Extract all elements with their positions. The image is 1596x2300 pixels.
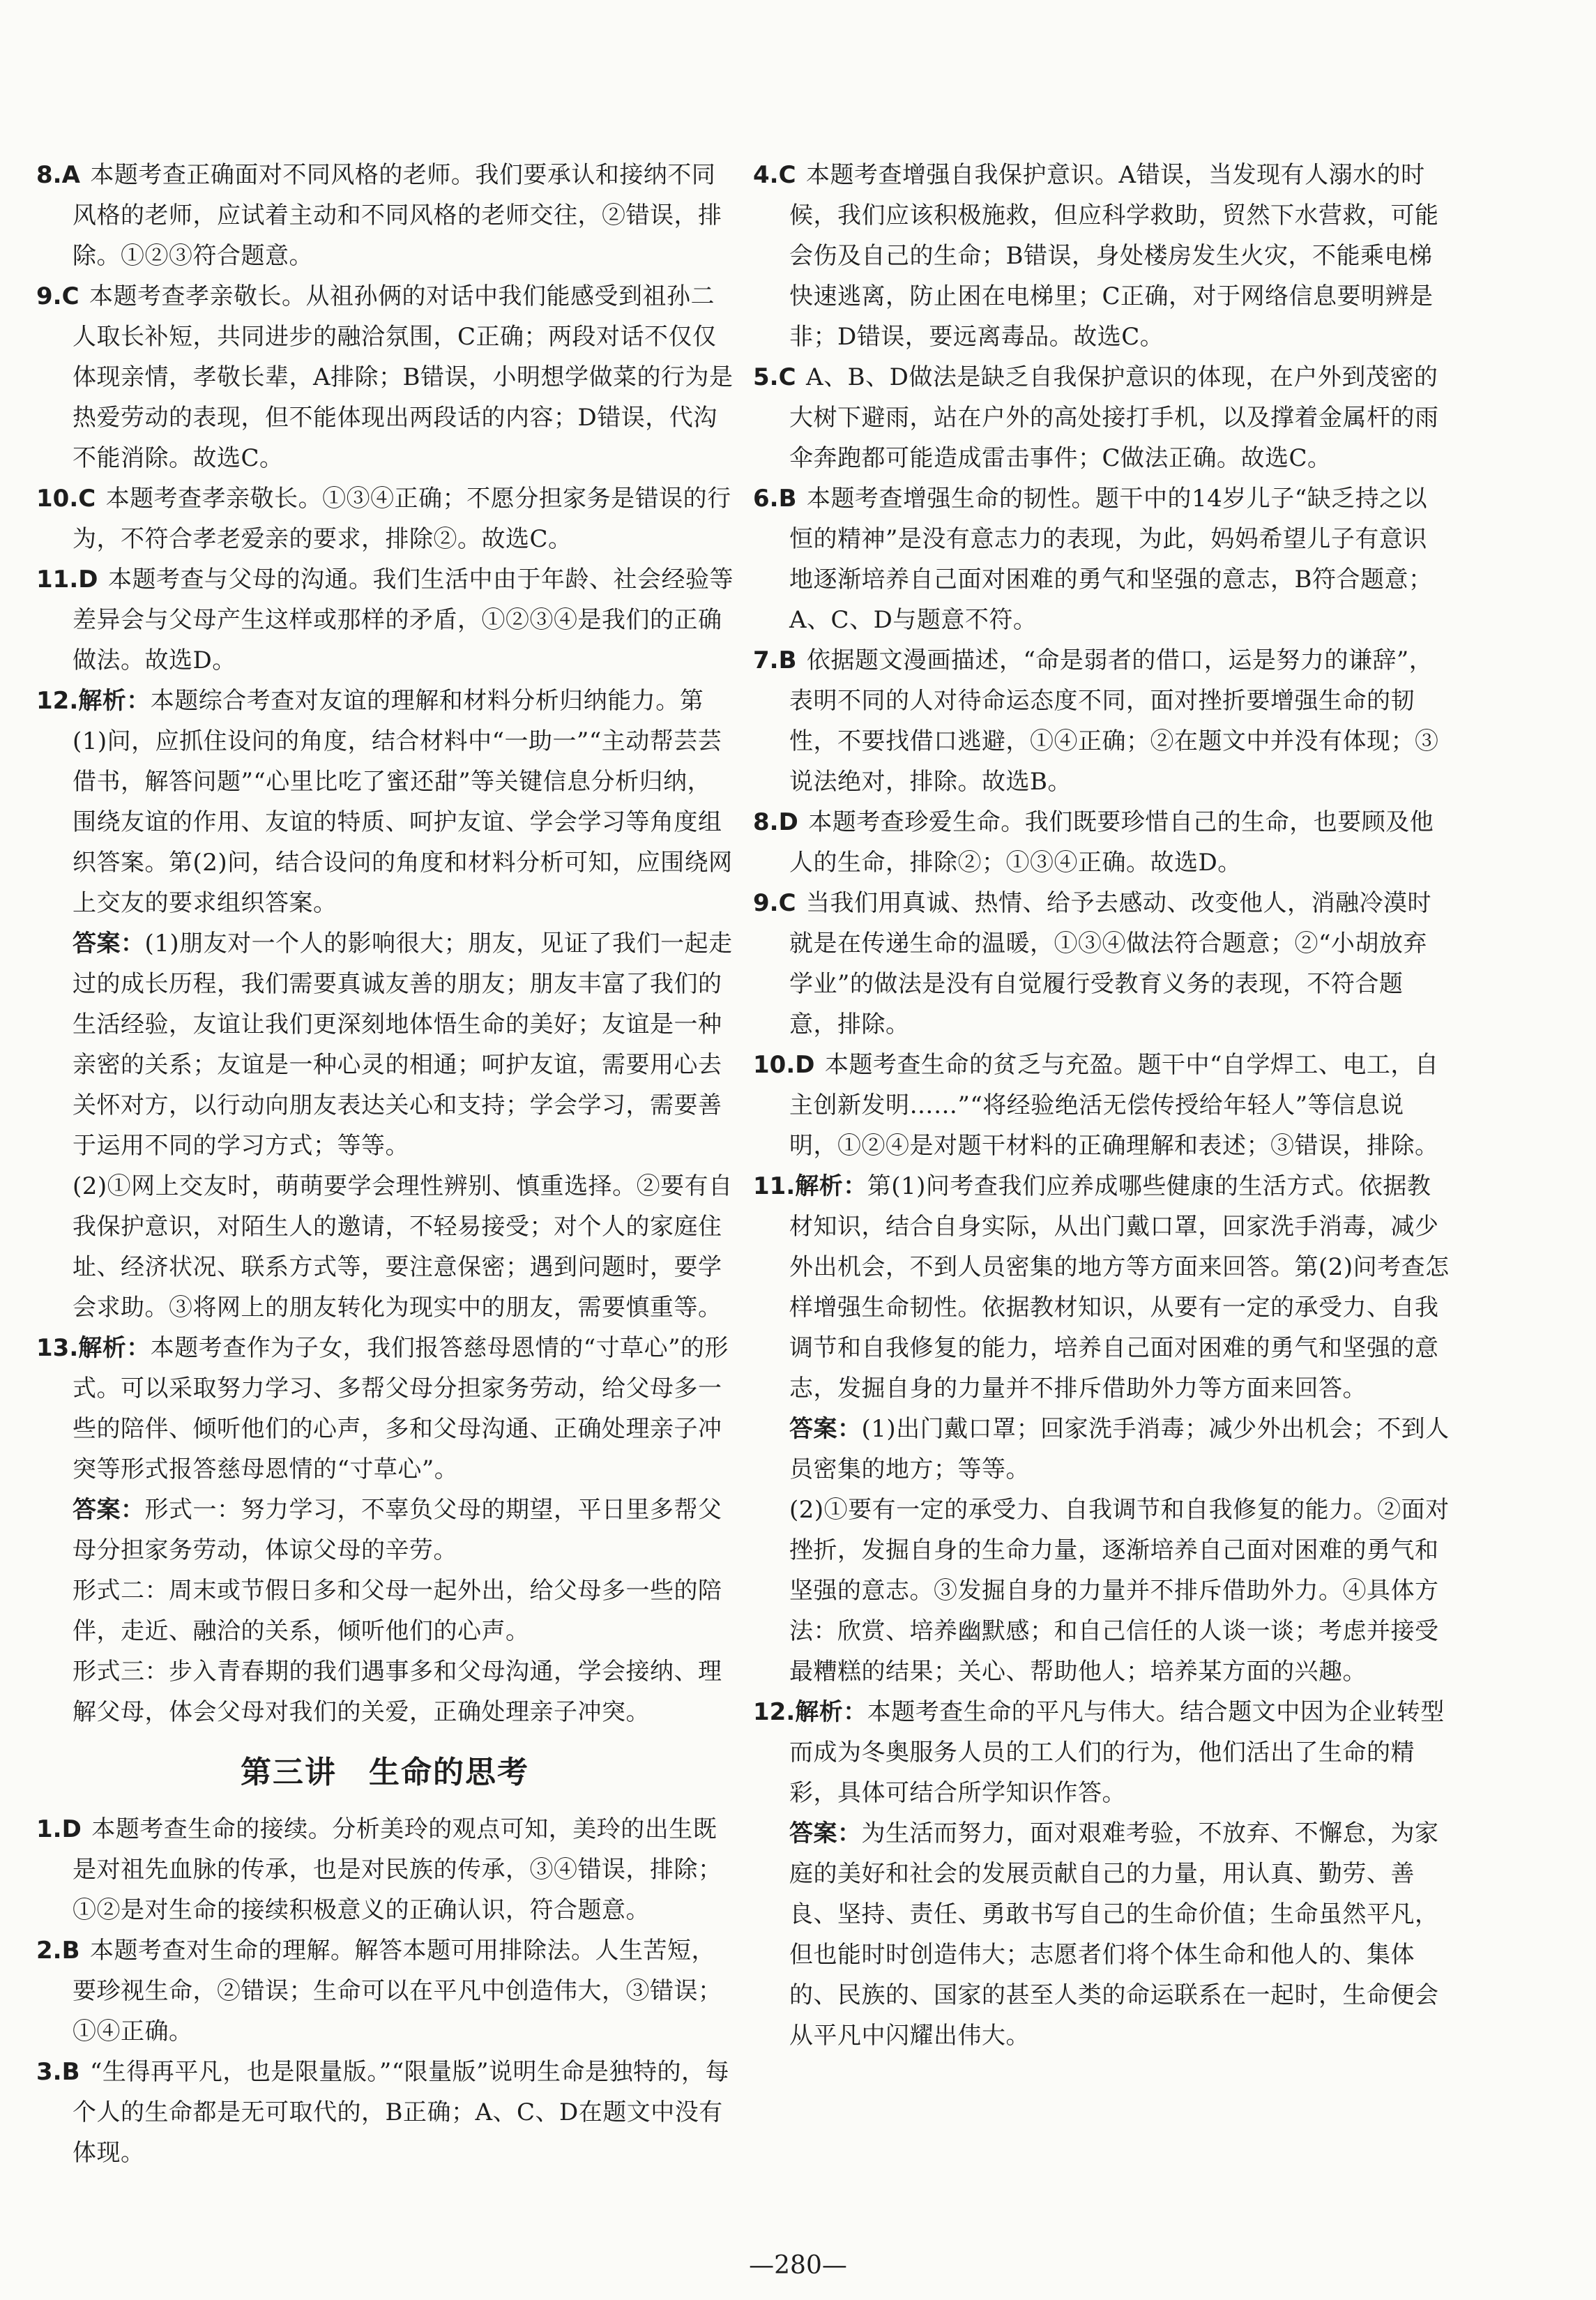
answer-item-8: 8.A 本题考查正确面对不同风格的老师。我们要承认和接纳不同风格的老师，应试着主动和不同风格的老师交往，②错误，排除。①②③符合题意。 (36, 161, 722, 270)
answer-item-s3-10: 10.D 本题考查生命的贫乏与充盈。题干中“自学焊工、电工，自主创新发明……”“将经验绝活无偿传授给年轻人”等信息说明，①②④是对题干材料的正确理解和表述；③错误，排除。 (753, 1051, 1439, 1160)
answer-13-form3: 形式三：步入青春期的我们遇事多和父母沟通，学会接纳、理解父母，体会父母对我们的关爱，正确处理亲子冲突。 (73, 1658, 722, 1726)
answer-item-s3-11-analysis: 11.解析：第(1)问考查我们应养成哪些健康的生活方式。依据教材知识，结合自身实际，从出门戴口罩，回家洗手消毒，减少外出机会，不到人员密集的地方等方面来回答。第(2)问考查怎样增强生命韧性。依据教材知识，从要有一定的承受力、自我调节和自我修复的能力，培养自己面对困难的勇气和坚强的意志，发掘自身的力量并不排斥借助外力等方面来回答。 (753, 1172, 1450, 1402)
section-title: 第三讲 生命的思考 (241, 1755, 529, 1790)
answer-s3-12: 答案：为生活而努力，面对艰难考验，不放弃、不懈怠，为家庭的美好和社会的发展贡献自己的力量，用认真、勤劳、善良、坚持、责任、勇敢书写自己的生命价值；生命虽然平凡，但也能时时创造伟大；志愿者们将个体生命和他人的、集体的、民族的、国家的甚至人类的命运联系在一起时，生命便会从平凡中闪耀出伟大。 (789, 1819, 1439, 2050)
answer-item-s3-9: 9.C 当我们用真诚、热情、给予去感动、改变他人，消融冷漠时就是在传递生命的温暖，①③④做法符合题意；②“小胡放弃学业”的做法是没有自觉履行受教育义务的表现，不符合题意，排除。 (753, 889, 1432, 1038)
answer-item-13-analysis: 13.解析：本题考查作为子女，我们报答慈母恩情的“寸草心”的形式。可以采取努力学习、多帮父母分担家务劳动，给父母多一些的陪伴、倾听他们的心声，多和父母沟通、正确处理亲子冲突等形式报答慈母恩情的“寸草心”。 (36, 1334, 729, 1483)
answer-13-form1: 答案：形式一：努力学习，不辜负父母的期望，平日里多帮父母分担家务劳动，体谅父母的辛劳。 (73, 1496, 722, 1564)
answer-item-s3-12-analysis: 12.解析：本题考查生命的平凡与伟大。结合题文中因为企业转型而成为冬奥服务人员的工人们的行为，他们活出了生命的精彩，具体可结合所学知识作答。 (753, 1698, 1445, 1807)
page-number: —280— (749, 2251, 847, 2280)
answer-item-s3-4: 4.C 本题考查增强自我保护意识。A错误，当发现有人溺水的时候，我们应该积极施救，但应科学救助，贸然下水营救，可能会伤及自己的生命；B错误，身处楼房发生火灾，不能乘电梯快速逃离，防止困在电梯里；C正确，对于网络信息要明辨是非；D错误，要远离毒品。故选C。 (753, 161, 1439, 351)
answer-item-s3-3: 3.B “生得再平凡，也是限量版。”“限量版”说明生命是独特的，每个人的生命都是无可取代的，B正确；A、C、D在题文中没有体现。 (36, 2058, 730, 2167)
answer-item-9: 9.C 本题考查孝亲敬长。从祖孙俩的对话中我们能感受到祖孙二人取长补短，共同进步的融洽氛围，C正确；两段对话不仅仅体现亲情，孝敬长辈，A排除；B错误，小明想学做菜的行为是热爱劳动的表现，但不能体现出两段话的内容；D错误，代沟不能消除。故选C。 (36, 282, 734, 472)
answer-item-s3-5: 5.C A、B、D做法是缺乏自我保护意识的体现，在户外到茂密的大树下避雨，站在户外的高处接打手机，以及撑着金属杆的雨伞奔跑都可能造成雷击事件；C做法正确。故选C。 (753, 363, 1439, 472)
answer-item-10: 10.C 本题考查孝亲敬长。①③④正确；不愿分担家务是错误的行为，不符合孝老爱亲的要求，排除②。故选C。 (36, 485, 731, 553)
answer-12-part2: (2)①网上交友时，萌萌要学会理性辨别、慎重选择。②要有自我保护意识，对陌生人的邀请，不轻易接受；对个人的家庭住址、经济状况、联系方式等，要注意保密；遇到问题时，要学会求助。③将网上的朋友转化为现实中的朋友，需要慎重等。 (73, 1172, 733, 1322)
answer-item-11: 11.D 本题考查与父母的沟通。我们生活中由于年龄、社会经验等差异会与父母产生这样或那样的矛盾，①②③④是我们的正确做法。故选D。 (36, 566, 734, 674)
left-column (36, 155, 734, 2173)
answer-s3-11-part2: (2)①要有一定的承受力、自我调节和自我修复的能力。②面对挫折，发掘自身的生命力量，逐渐培养自己面对困难的勇气和坚强的意志。③发掘自身的力量并不排斥借助外力。④具体方法：欣赏、培养幽默感；和自己信任的人谈一谈；考虑并接受最糟糕的结果；关心、帮助他人；培养某方面的兴趣。 (789, 1496, 1450, 1686)
answer-12-part1: 答案：(1)朋友对一个人的影响很大；朋友，见证了我们一起走过的成长历程，我们需要真诚友善的朋友；朋友丰富了我们的生活经验，友谊让我们更深刻地体悟生命的美好；友谊是一种亲密的关系；友谊是一种心灵的相通；呵护友谊，需要用心去关怀对方，以行动向朋友表达关心和支持；学会学习，需要善于运用不同的学习方式；等等。 (73, 930, 733, 1160)
right-column (753, 155, 1450, 2056)
answer-13-form2: 形式二：周末或节假日多和父母一起外出，给父母多一些的陪伴，走近、融洽的关系，倾听他们的心声。 (73, 1577, 722, 1645)
answer-item-s3-1: 1.D 本题考查生命的接续。分析美玲的观点可知，美玲的出生既是对祖先血脉的传承，也是对民族的传承，③④错误，排除；①②是对生命的接续积极意义的正确认识，符合题意。 (36, 1815, 722, 1924)
answer-item-12-analysis: 12.解析：本题综合考查对友谊的理解和材料分析归纳能力。第(1)问，应抓住设问的角度，结合材料中“一助一”“主动帮芸芸借书，解答问题”“心里比吃了蜜还甜”等关键信息分析归纳，围绕友谊的作用、友谊的特质、呵护友谊、学会学习等角度组织答案。第(2)问，结合设问的角度和材料分析可知，应围绕网上交友的要求组织答案。 (36, 687, 733, 917)
answer-item-s3-2: 2.B 本题考查对生命的理解。解答本题可用排除法。人生苦短，要珍视生命，②错误；生命可以在平凡中创造伟大，③错误；①④正确。 (36, 1937, 722, 2045)
answer-s3-11-part1: 答案：(1)出门戴口罩；回家洗手消毒；减少外出机会；不到人员密集的地方；等等。 (789, 1415, 1450, 1483)
answer-item-s3-7: 7.B 依据题文漫画描述，“命是弱者的借口，运是努力的谦辞”，表明不同的人对待命运态度不同，面对挫折要增强生命的韧性，不要找借口逃避，①④正确；②在题文中并没有体现；③说法绝对，排除。故选B。 (753, 646, 1439, 796)
answer-item-s3-6: 6.B 本题考查增强生命的韧性。题干中的14岁儿子“缺乏持之以恒的精神”是没有意志力的表现，为此，妈妈希望儿子有意识地逐渐培养自己面对困难的勇气和坚强的意志，B符合题意；A、C、D与题意不符。 (753, 485, 1433, 634)
answer-item-s3-8: 8.D 本题考查珍爱生命。我们既要珍惜自己的生命，也要顾及他人的生命，排除②；①③④正确。故选D。 (753, 808, 1434, 877)
